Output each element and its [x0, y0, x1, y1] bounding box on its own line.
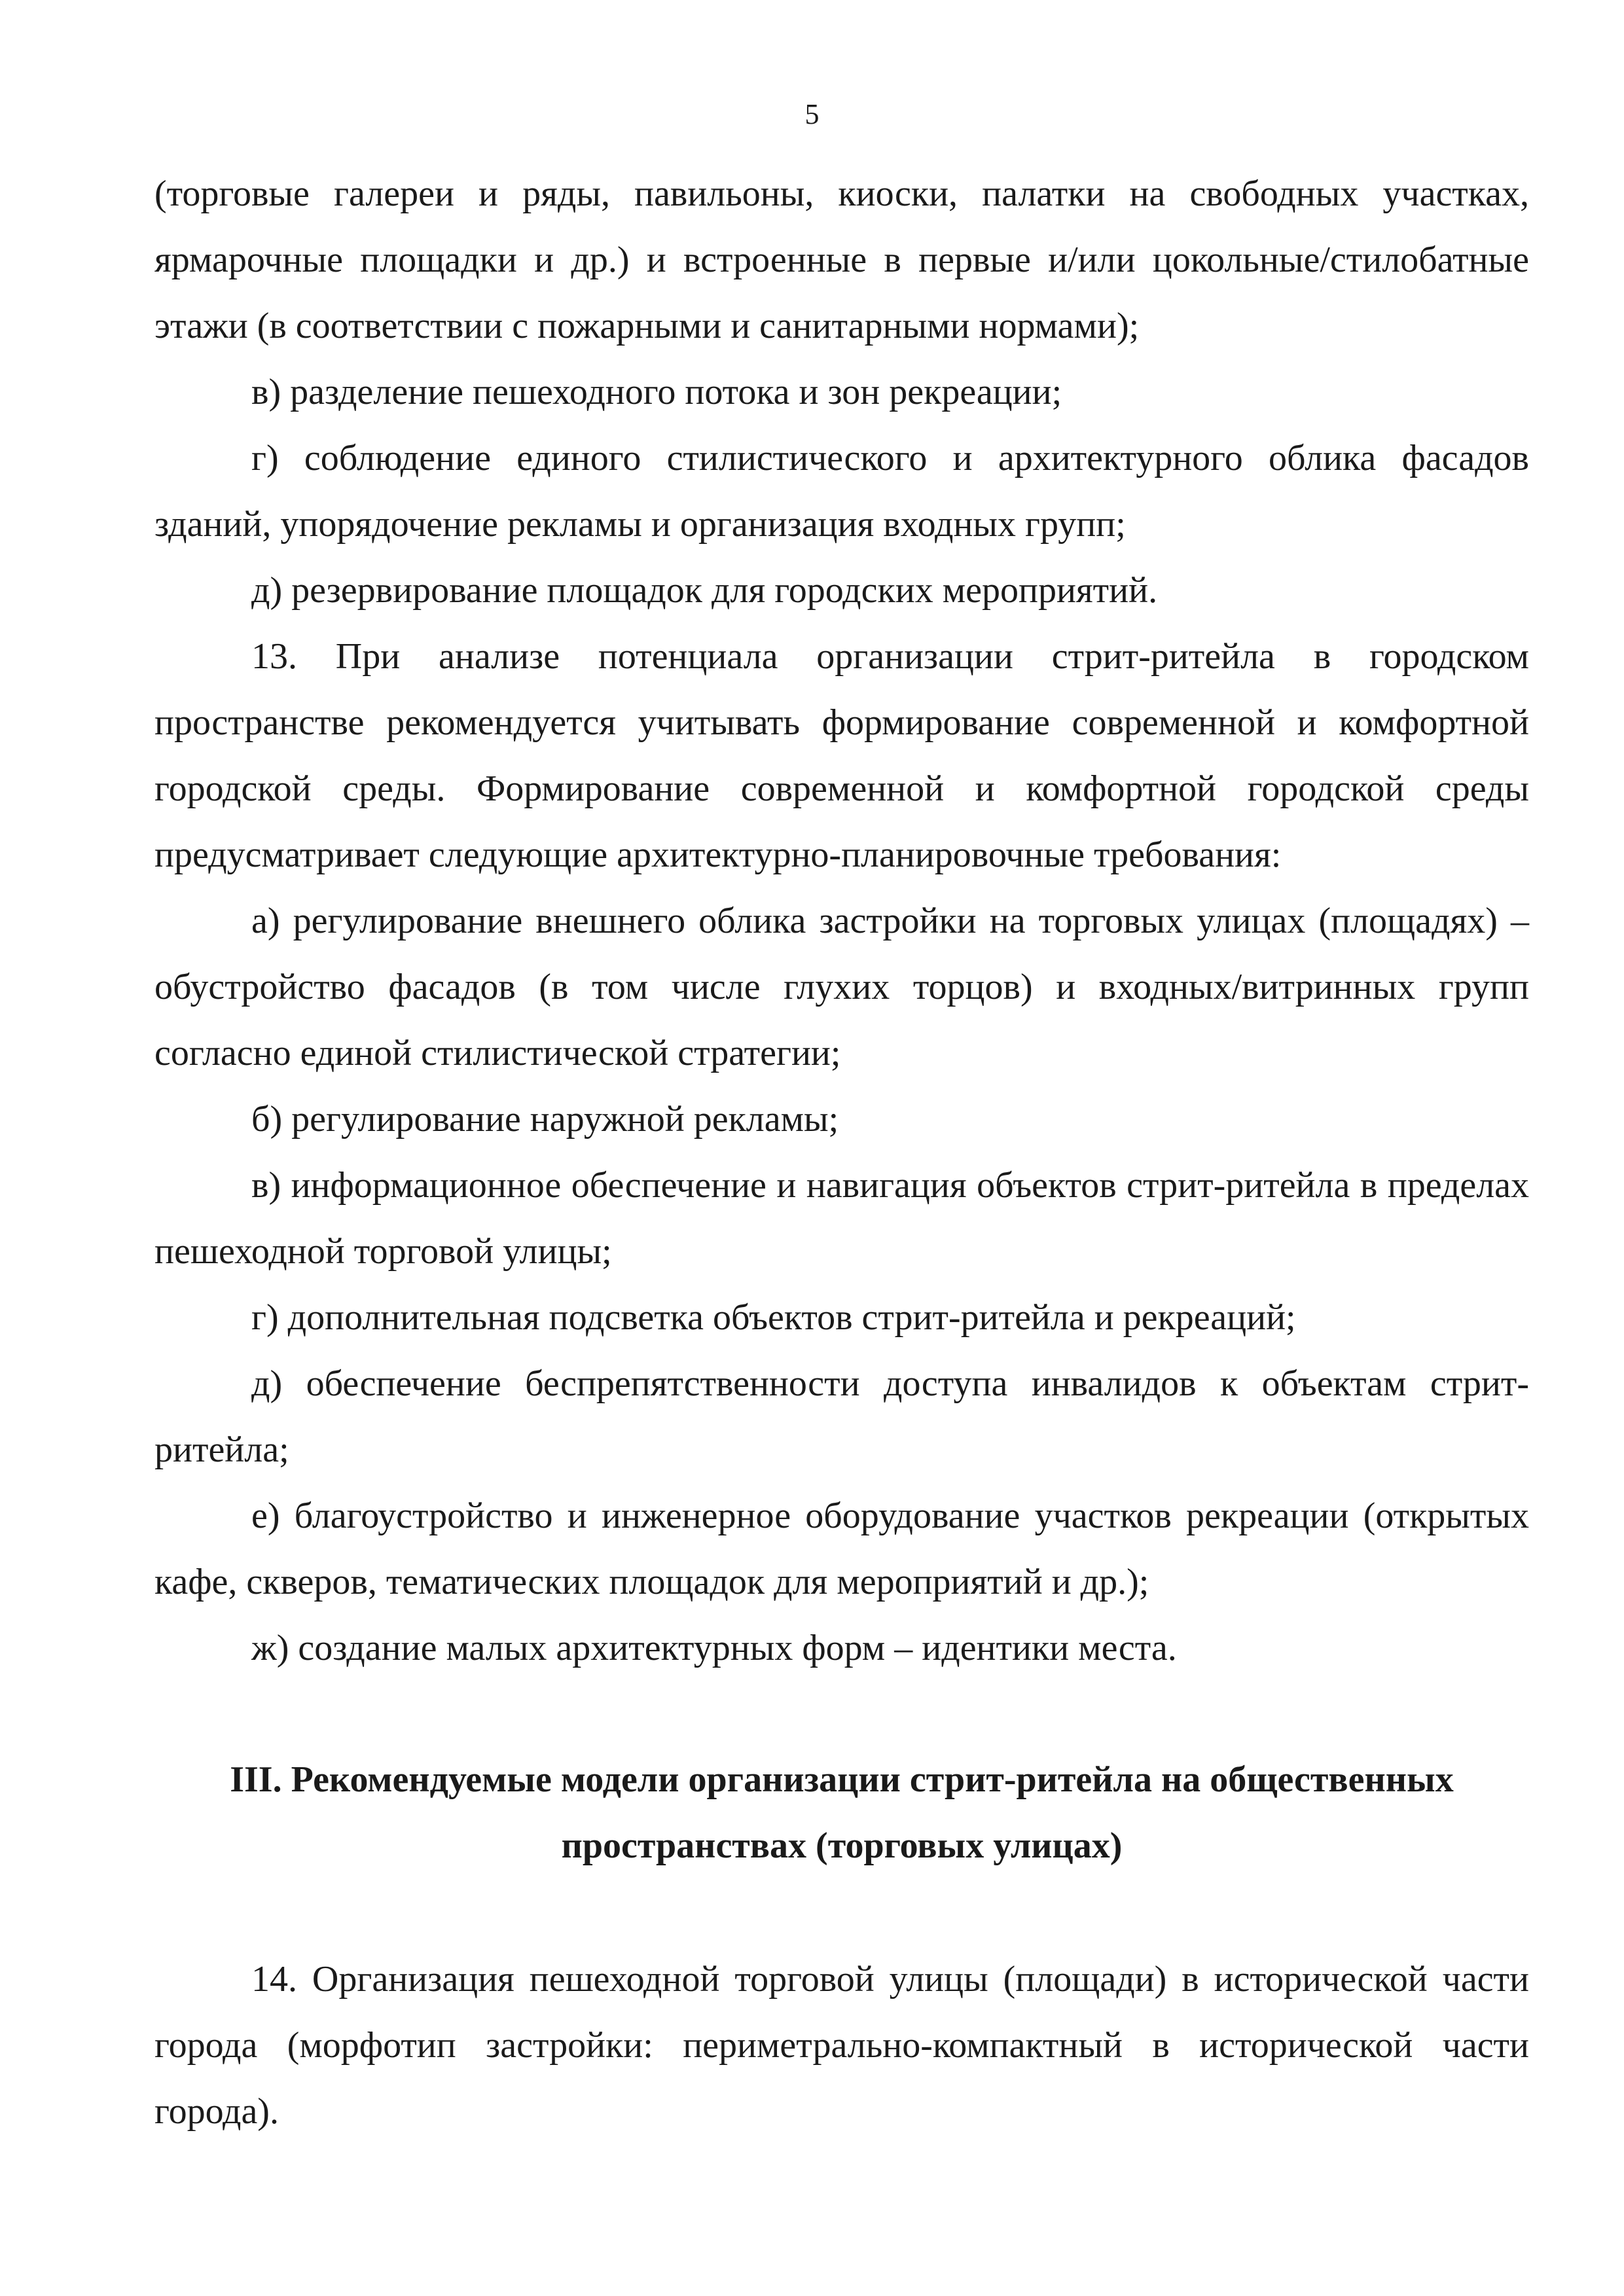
clause-14: 14. Организация пешеходной торговой улицы (площади) в исторической части города (морфотип застройки: периметрально-компактный в исторической части города). [154, 1959, 1529, 2132]
requirement-v: в) информационное обеспечение и навигация объектов стрит-ритейла в пределах пешеходной торговой улицы; [154, 1165, 1529, 1272]
clause-13: 13. При анализе потенциала организации стрит-ритейла в городском пространстве рекомендуется учитывать формирование современной и комфортной городской среды. Формирование современной и комфортной городской среды предусматривает следующие архитектурно-планировочные требования: [154, 636, 1529, 875]
document-body [154, 161, 1529, 2145]
section-heading [154, 1747, 1529, 1879]
requirement-zh: ж) создание малых архитектурных форм – идентики места. [251, 1628, 1177, 1668]
paragraph-continuation: (торговые галереи и ряды, павильоны, киоски, палатки на свободных участках, ярмарочные площадки и др.) и встроенные в первые и/или цокольные/стилобатные этажи (в соответствии с пожарными и санитарными нормами); [154, 173, 1529, 346]
list-item-g: г) соблюдение единого стилистического и архитектурного облика фасадов зданий, упорядочение рекламы и организация входных групп; [154, 438, 1529, 545]
page-number: 5 [804, 98, 820, 130]
requirement-e: е) благоустройство и инженерное оборудование участков рекреации (открытых кафе, скверов, тематических площадок для мероприятий и др.); [154, 1496, 1529, 1602]
section-heading-line-1: III. Рекомендуемые модели организации стрит-ритейла на общественных [230, 1759, 1454, 1800]
list-item-v: в) разделение пешеходного потока и зон рекреации; [251, 372, 1062, 412]
requirement-b: б) регулирование наружной рекламы; [251, 1099, 839, 1139]
requirement-a: а) регулирование внешнего облика застройки на торговых улицах (площадях) – обустройство фасадов (в том числе глухих торцов) и входных/витринных групп согласно единой стилистической стратегии; [154, 901, 1529, 1073]
requirement-d: д) обеспечение беспрепятственности доступа инвалидов к объектам стрит-ритейла; [154, 1363, 1529, 1470]
list-item-d: д) резервирование площадок для городских мероприятий. [251, 570, 1158, 611]
section-heading-line-2: пространствах (торговых улицах) [561, 1825, 1123, 1866]
requirement-g: г) дополнительная подсветка объектов стрит-ритейла и рекреаций; [251, 1297, 1296, 1338]
